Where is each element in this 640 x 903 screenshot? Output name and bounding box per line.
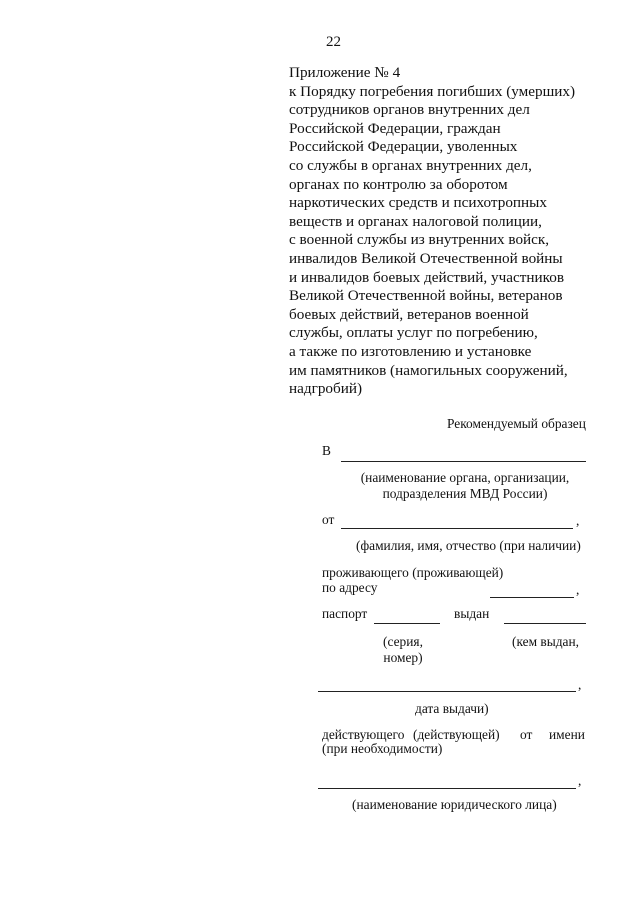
issued-by-field[interactable]: [504, 623, 586, 624]
legal-entity-comma: ,: [578, 773, 582, 788]
annex-line: органах по контролю за оборотом: [289, 175, 508, 193]
annex-line: наркотических средств и психотропных: [289, 194, 547, 212]
passport-number-field[interactable]: [374, 623, 440, 624]
address-field[interactable]: [490, 597, 574, 598]
issued-by-hint: (кем выдан,: [512, 634, 579, 649]
legal-entity-hint: (наименование юридического лица): [352, 797, 557, 812]
to-organization-hint: [320, 470, 610, 502]
residing-label-line-1: проживающего (проживающей): [322, 565, 504, 580]
page-number: 22: [326, 34, 341, 50]
issue-date-hint: дата выдачи): [415, 701, 489, 716]
annex-line: сотрудников органов внутренних дел: [289, 101, 530, 119]
acting-line-2: (при необходимости): [322, 741, 443, 756]
series-number-hint: [366, 634, 440, 666]
from-comma: ,: [576, 513, 580, 528]
series-hint-line-2: номер): [383, 650, 423, 665]
acting-word-4: имени: [549, 727, 585, 742]
annex-line: и инвалидов боевых действий, участников: [289, 268, 565, 286]
annex-line: веществ и органах налоговой полиции,: [289, 212, 542, 230]
from-name-field[interactable]: [341, 528, 573, 529]
annex-line: к Порядку погребения погибших (умерших): [289, 82, 576, 100]
annex-line: надгробий): [289, 380, 363, 398]
acting-word-2: (действующей): [413, 727, 500, 742]
annex-heading: [289, 64, 619, 399]
to-label: В: [322, 443, 331, 458]
annex-line: Российской Федерации, граждан: [289, 119, 501, 137]
annex-line: службы, оплаты услуг по погребению,: [289, 324, 538, 342]
address-comma: ,: [576, 582, 580, 597]
from-name-hint: (фамилия, имя, отчество (при наличии): [356, 538, 581, 553]
acting-word-1: действующего: [322, 727, 405, 742]
passport-label: паспорт: [322, 606, 368, 621]
annex-line: инвалидов Великой Отечественной войны: [289, 249, 563, 267]
residing-label-line-2: по адресу: [322, 580, 378, 595]
series-hint-line-1: (серия,: [383, 634, 423, 649]
acting-word-3: от: [520, 727, 533, 742]
to-organization-field[interactable]: [341, 461, 586, 462]
annex-line: с военной службы из внутренних войск,: [289, 231, 550, 249]
annex-line: а также по изготовлению и установке: [289, 342, 532, 360]
to-hint-line-1: (наименование органа, организации,: [360, 470, 570, 485]
annex-line: Российской Федерации, уволенных: [289, 138, 518, 156]
annex-line: Великой Отечественной войны, ветеранов: [289, 287, 563, 305]
recommended-sample-label: Рекомендуемый образец: [447, 416, 586, 431]
to-hint-line-2: подразделения МВД России): [382, 486, 548, 501]
from-label: от: [322, 512, 335, 527]
issued-label: выдан: [454, 606, 490, 621]
issue-details-field[interactable]: [318, 691, 576, 692]
annex-line: им памятников (намогильных сооружений,: [289, 361, 568, 379]
issue-details-comma: ,: [578, 677, 582, 692]
legal-entity-field[interactable]: [318, 788, 576, 789]
annex-line: Приложение № 4: [289, 64, 401, 81]
annex-line: со службы в органах внутренних дел,: [289, 156, 532, 174]
annex-line: боевых действий, ветеранов военной: [289, 305, 529, 323]
